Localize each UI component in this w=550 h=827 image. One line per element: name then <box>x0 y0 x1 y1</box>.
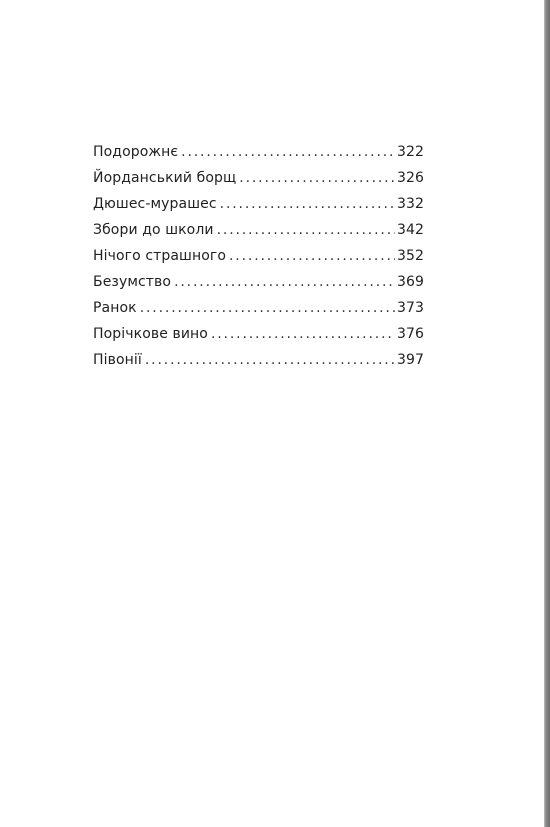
toc-entry-page: 397 <box>396 352 424 368</box>
page-edge-shadow <box>544 0 550 827</box>
toc-dot-leader <box>239 170 395 186</box>
toc-entry-page: 373 <box>396 300 424 316</box>
toc-dot-leader <box>145 352 395 368</box>
toc-entry <box>93 248 424 274</box>
toc-entry-page: 376 <box>396 326 424 342</box>
toc-entry-title: Безумство <box>93 274 172 290</box>
toc-entry-title: Порічкове вино <box>93 326 208 342</box>
table-of-contents <box>93 144 424 378</box>
toc-entry-title: Збори до школи <box>93 222 214 238</box>
toc-entry-page: 332 <box>396 196 424 212</box>
toc-entry <box>93 144 424 170</box>
toc-entry-title: Дюшес-мурашес <box>93 196 217 212</box>
toc-entry <box>93 222 424 248</box>
toc-entry <box>93 196 424 222</box>
toc-entry-title: Ранок <box>93 300 137 316</box>
toc-entry-page: 369 <box>396 274 424 290</box>
toc-dot-leader <box>220 196 395 212</box>
toc-dot-leader <box>211 326 395 342</box>
toc-entry-page: 342 <box>396 222 424 238</box>
toc-entry-title: Подорожнє <box>93 144 179 160</box>
toc-entry-page: 322 <box>396 144 424 160</box>
toc-entry <box>93 352 424 378</box>
toc-entry-title: Нічого страшного <box>93 248 226 264</box>
toc-entry <box>93 326 424 352</box>
toc-dot-leader <box>140 300 395 316</box>
toc-entry-page: 326 <box>396 170 424 186</box>
toc-dot-leader <box>229 248 395 264</box>
toc-entry-title: Півонії <box>93 352 142 368</box>
toc-entry-page: 352 <box>396 248 424 264</box>
toc-entry <box>93 300 424 326</box>
toc-entry <box>93 170 424 196</box>
toc-dot-leader <box>174 274 395 290</box>
toc-dot-leader <box>181 144 395 160</box>
toc-dot-leader <box>217 222 395 238</box>
toc-entry <box>93 274 424 300</box>
toc-entry-title: Йорданський борщ <box>93 170 237 186</box>
